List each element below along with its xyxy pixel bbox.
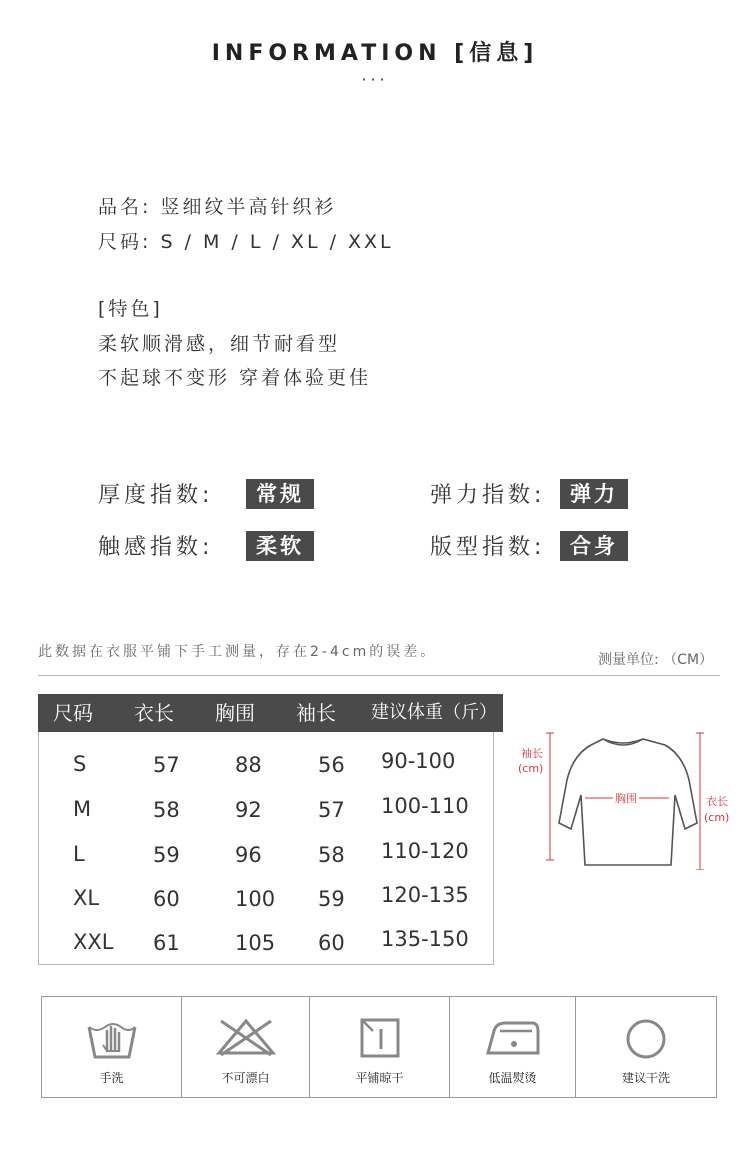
cell-weight: 110-120 xyxy=(381,839,469,863)
cell-length: 57 xyxy=(153,753,180,777)
index-thickness xyxy=(98,478,213,509)
index-value-badge: 柔软 xyxy=(246,531,314,561)
chest-label: 胸围 xyxy=(615,792,637,805)
cell-size: L xyxy=(73,842,85,866)
index-thickness-badge xyxy=(246,479,314,509)
cell-sleeve: 59 xyxy=(318,887,345,911)
cell-sleeve: 60 xyxy=(318,931,345,955)
dry-flat-icon xyxy=(359,1017,401,1059)
measure-unit: 测量单位: （CM） xyxy=(598,652,714,668)
cell-weight: 135-150 xyxy=(381,927,469,951)
index-label: 触感指数: xyxy=(98,535,214,560)
cell-weight: 120-135 xyxy=(381,883,469,907)
cell-length: 59 xyxy=(153,843,180,867)
care-low-iron xyxy=(450,997,576,1097)
care-label: 手洗 xyxy=(99,1071,124,1085)
care-hand-wash xyxy=(42,997,182,1097)
low-iron-icon xyxy=(480,1017,546,1059)
care-label: 不可漂白 xyxy=(221,1071,270,1085)
measurement-diagram xyxy=(515,725,740,870)
cell-size: M xyxy=(73,797,92,821)
cell-length: 58 xyxy=(153,798,180,822)
measure-note: 此数据在衣服平铺下手工测量，存在2-4cm的误差。 xyxy=(38,644,438,660)
sleeve-label: 袖长 xyxy=(521,747,543,760)
feature-heading: [特色] xyxy=(98,298,163,320)
index-label: 版型指数: xyxy=(430,535,546,560)
cell-size: XL xyxy=(73,886,100,910)
care-label: 平铺晾干 xyxy=(355,1071,404,1085)
cell-size: S xyxy=(73,752,87,776)
title-dots: ··· xyxy=(361,70,389,89)
dry-clean-icon xyxy=(624,1017,668,1061)
index-fit-badge xyxy=(560,531,628,561)
cell-weight: 90-100 xyxy=(381,749,456,773)
header-sleeve: 袖长 xyxy=(296,701,336,725)
no-bleach-icon xyxy=(215,1017,277,1057)
cell-sleeve: 56 xyxy=(318,753,345,777)
header-weight: 建议体重（斤） xyxy=(371,702,497,723)
sleeve-unit: (cm) xyxy=(518,762,544,775)
index-elasticity xyxy=(430,478,545,509)
table-body xyxy=(38,732,494,965)
cell-weight: 100-110 xyxy=(381,794,469,818)
cell-chest: 96 xyxy=(235,843,262,867)
size-list: 尺码: S / M / L / XL / XXL xyxy=(98,231,394,253)
index-touch xyxy=(98,530,213,561)
index-value-badge: 合身 xyxy=(560,531,628,561)
care-label: 建议干洗 xyxy=(621,1071,670,1085)
length-unit: (cm) xyxy=(704,811,730,824)
care-no-bleach xyxy=(182,997,310,1097)
cell-sleeve: 58 xyxy=(318,843,345,867)
product-name: 品名: 竖细纹半高针织衫 xyxy=(98,196,337,218)
index-fit xyxy=(430,530,545,561)
care-instructions xyxy=(41,996,717,1098)
cell-chest: 88 xyxy=(235,753,262,777)
cell-length: 60 xyxy=(153,887,180,911)
header-size: 尺码 xyxy=(53,701,93,725)
length-label: 衣长 xyxy=(706,795,728,808)
feature-line-2: 不起球不变形 穿着体验更佳 xyxy=(98,367,372,389)
page-title: INFORMATION [信息] xyxy=(211,41,539,66)
cell-chest: 92 xyxy=(235,798,262,822)
care-dry-clean xyxy=(576,997,716,1097)
index-touch-badge xyxy=(246,531,314,561)
care-label: 低温熨烫 xyxy=(488,1071,537,1085)
header-chest: 胸围 xyxy=(215,701,255,725)
divider xyxy=(38,675,720,676)
index-elasticity-badge xyxy=(560,479,628,509)
hand-wash-icon xyxy=(85,1017,139,1061)
index-label: 厚度指数: xyxy=(98,483,214,508)
cell-size: XXL xyxy=(73,930,114,954)
index-value-badge: 弹力 xyxy=(560,479,628,509)
cell-chest: 105 xyxy=(235,931,276,955)
cell-length: 61 xyxy=(153,931,180,955)
care-dry-flat xyxy=(310,997,450,1097)
cell-sleeve: 57 xyxy=(318,798,345,822)
index-value-badge: 常规 xyxy=(246,479,314,509)
cell-chest: 100 xyxy=(235,887,276,911)
table-header xyxy=(38,694,503,732)
header-length: 衣长 xyxy=(134,701,174,725)
index-label: 弹力指数: xyxy=(430,483,546,508)
feature-line-1: 柔软顺滑感，细节耐看型 xyxy=(98,333,341,355)
